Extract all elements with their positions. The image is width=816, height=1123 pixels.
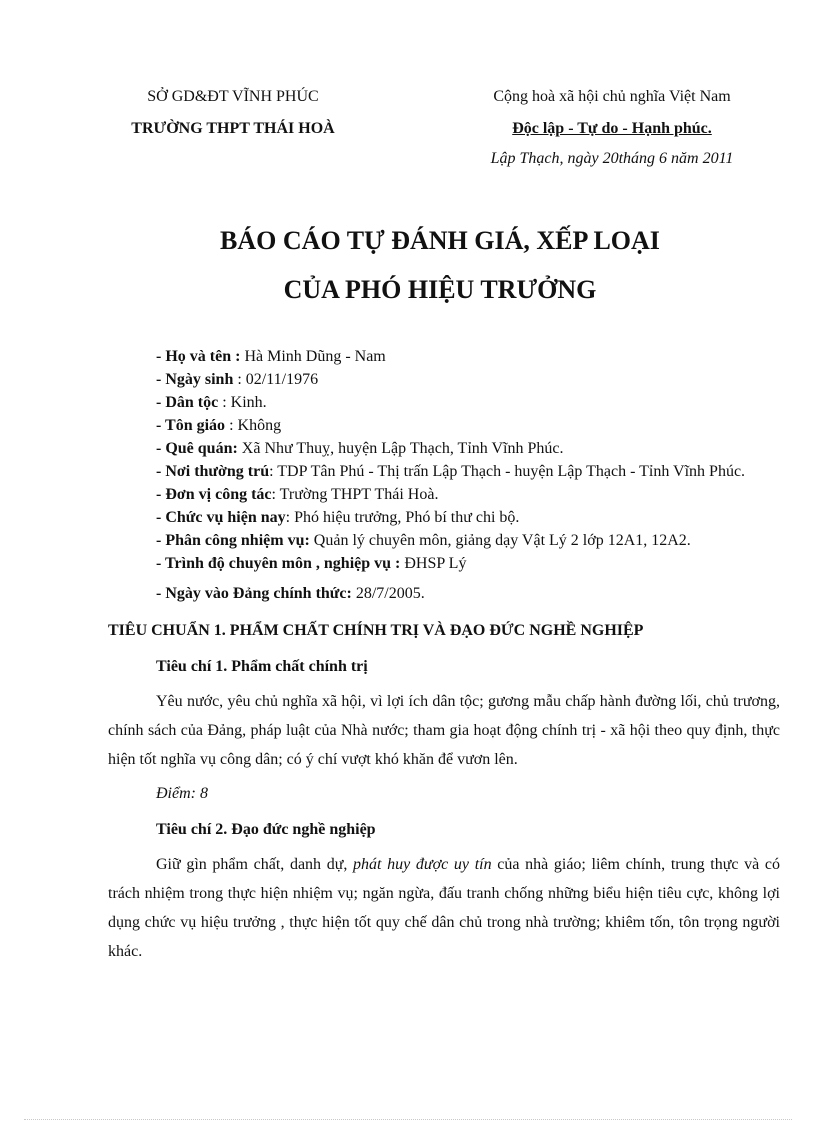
info-row-hometown bbox=[108, 437, 780, 460]
info-row-party-date bbox=[108, 582, 780, 605]
info-label: - Quê quán: bbox=[156, 440, 238, 457]
info-label: - Trình độ chuyên môn , nghiệp vụ : bbox=[156, 555, 401, 572]
info-label: - Chức vụ hiện nay bbox=[156, 509, 286, 526]
info-value: Hà Minh Dũng - Nam bbox=[240, 348, 386, 365]
info-row-qualification bbox=[108, 552, 780, 575]
info-row-residence bbox=[108, 460, 780, 483]
info-value: : 02/11/1976 bbox=[233, 371, 319, 388]
criterion-2-text-emphasis: phát huy được uy tín bbox=[353, 856, 492, 873]
info-row-assignment bbox=[108, 529, 780, 552]
department-name: SỞ GD&ĐT VĨNH PHÚC bbox=[147, 88, 319, 105]
info-value: Quản lý chuyên môn, giảng dạy Vật Lý 2 lớp 12A1, 12A2. bbox=[309, 532, 691, 549]
info-value: : Phó hiệu trưởng, Phó bí thư chi bộ. bbox=[285, 509, 520, 526]
info-row-religion bbox=[108, 414, 780, 437]
info-value: : Không bbox=[225, 417, 282, 434]
national-motto-block bbox=[452, 87, 772, 169]
info-label: - Dân tộc bbox=[156, 394, 219, 411]
info-label: - Đơn vị công tác bbox=[156, 486, 272, 503]
info-value: ĐHSP Lý bbox=[400, 555, 467, 572]
criterion-1-heading: Tiêu chí 1. Phẩm chất chính trị bbox=[156, 658, 368, 675]
criterion-2-text-end: của nhà giáo; liêm chính, trung thực và có trách nhiệm trong thực hiện nhiệm vụ; ngăn ngừa, đấu tranh chống những biểu hiện tiêu cực, không lợi dụng chức vụ hiệu trưởng , thực hiện tốt quy chế dân chủ trong nhà trường; khiêm tốn, tôn trọng người khác. bbox=[108, 856, 780, 960]
info-value: : Trường THPT Thái Hoà. bbox=[271, 486, 439, 503]
personal-info bbox=[108, 345, 780, 605]
info-value: : Kinh. bbox=[218, 394, 267, 411]
info-label: - Ngày sinh bbox=[156, 371, 234, 388]
criterion-2-text-start: Giữ gìn phẩm chất, danh dự, bbox=[156, 856, 354, 873]
school-name: TRƯỜNG THPT THÁI HOÀ bbox=[131, 120, 335, 137]
info-value: : TDP Tân Phú - Thị trấn Lập Thạch - huyện Lập Thạch - Tỉnh Vĩnh Phúc. bbox=[269, 463, 746, 480]
info-label: - Nơi thường trú bbox=[156, 463, 270, 480]
document-title-line2: CỦA PHÓ HIỆU TRƯỞNG bbox=[283, 275, 597, 304]
criterion-1-score: Điểm: 8 bbox=[156, 785, 208, 802]
document-title-line1: BÁO CÁO TỰ ĐÁNH GIÁ, XẾP LOẠI bbox=[220, 226, 660, 255]
country-name: Cộng hoà xã hội chủ nghĩa Việt Nam bbox=[493, 88, 731, 105]
standard-heading: TIÊU CHUẨN 1. PHẨM CHẤT CHÍNH TRỊ VÀ ĐẠO ĐỨC NGHỀ NGHIỆP bbox=[108, 622, 644, 639]
info-value: Xã Như Thuỵ, huyện Lập Thạch, Tỉnh Vĩnh Phúc. bbox=[237, 440, 564, 457]
info-label: - Tôn giáo bbox=[156, 417, 226, 434]
info-row-workplace bbox=[108, 483, 780, 506]
issuer-block bbox=[98, 87, 368, 139]
info-row-ethnicity bbox=[108, 391, 780, 414]
info-row-position bbox=[108, 506, 780, 529]
page-bottom-divider bbox=[24, 1119, 792, 1120]
criterion-2-heading: Tiêu chí 2. Đạo đức nghề nghiệp bbox=[156, 821, 376, 838]
criterion-2-text bbox=[108, 850, 780, 966]
info-label: - Ngày vào Đảng chính thức: bbox=[156, 585, 352, 602]
info-label: - Phân công nhiệm vụ: bbox=[156, 532, 310, 549]
info-row-name bbox=[108, 345, 780, 368]
info-label: - Họ và tên : bbox=[156, 348, 241, 365]
info-value: 28/7/2005. bbox=[351, 585, 425, 602]
criterion-1-text: Yêu nước, yêu chủ nghĩa xã hội, vì lợi ích dân tộc; gương mẫu chấp hành đường lối, chủ trương, chính sách của Đảng, pháp luật của Nhà nước; tham gia hoạt động chính trị - xã hội theo quy định, thực hiện tốt nghĩa vụ công dân; có ý chí vượt khó khăn để vươn lên. bbox=[108, 693, 780, 768]
document-date: Lập Thạch, ngày 20tháng 6 năm 2011 bbox=[490, 150, 734, 167]
document-body bbox=[108, 345, 780, 966]
national-motto: Độc lập - Tự do - Hạnh phúc. bbox=[512, 120, 712, 137]
info-row-birthdate bbox=[108, 368, 780, 391]
